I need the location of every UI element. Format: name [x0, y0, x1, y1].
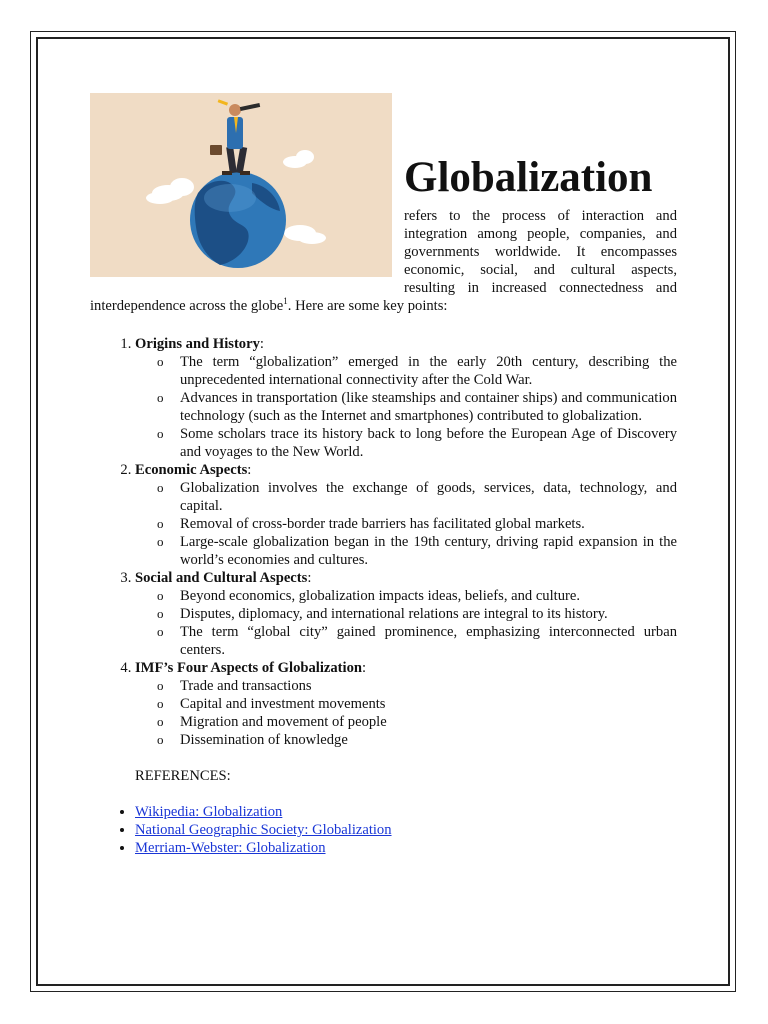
list-item: o Globalization involves the exchange of goods, services, data, technology, and capital. [157, 480, 677, 514]
circle-bullet-icon: o [157, 678, 164, 693]
circle-bullet-icon: o [157, 714, 164, 729]
list-item [135, 839, 677, 857]
references-heading: REFERENCES: [135, 768, 231, 784]
key-points-list [90, 335, 677, 749]
list-item: o The term “globalization” emerged in the early 20th century, describing the unprecedented international connectivity after the Cold War. [157, 354, 677, 388]
circle-bullet-icon: o [157, 426, 164, 441]
list-item: o Beyond economics, globalization impacts ideas, beliefs, and culture. [157, 588, 580, 604]
globe-explorer-image [90, 93, 392, 277]
list-item: o Advances in transportation (like steamships and container ships) and communication technology (such as the Internet and smartphones) contributed to globalization. [157, 390, 677, 424]
section-colon: : [247, 462, 252, 478]
section-economic [135, 461, 677, 569]
list-item: o Migration and movement of people [157, 714, 387, 730]
intro-tail: . Here are some key points: [287, 298, 448, 314]
reference-link-natgeo[interactable]: National Geographic Society: Globalization [135, 822, 392, 838]
reference-link-wikipedia[interactable]: Wikipedia: Globalization [135, 804, 283, 820]
section-points [135, 587, 677, 659]
circle-bullet-icon: o [157, 588, 164, 603]
section-origins [135, 335, 677, 461]
section-imf-aspects [135, 659, 677, 749]
list-item: o Disputes, diplomacy, and international relations are integral to its history. [157, 606, 608, 622]
list-item: o Large-scale globalization began in the 19th century, driving rapid expansion in the world’s economies and cultures. [157, 534, 677, 568]
section-heading: Origins and History [135, 336, 260, 352]
circle-bullet-icon: o [157, 534, 164, 549]
circle-bullet-icon: o [157, 624, 164, 639]
references-list [90, 803, 677, 857]
section-heading: Economic Aspects [135, 462, 248, 478]
circle-bullet-icon: o [157, 390, 164, 405]
section-points [135, 479, 677, 569]
section-colon: : [259, 336, 264, 352]
circle-bullet-icon: o [157, 516, 164, 531]
list-item [135, 803, 677, 821]
circle-bullet-icon: o [157, 480, 164, 495]
list-item: o Trade and transactions [157, 678, 312, 694]
document-body [90, 93, 677, 857]
section-points [135, 677, 677, 749]
section-heading: Social and Cultural Aspects [135, 570, 308, 586]
list-item: o Removal of cross-border trade barriers has facilitated global markets. [157, 516, 585, 532]
list-item: o Capital and investment movements [157, 696, 386, 712]
list-item: o The term “global city” gained prominence, emphasizing interconnected urban centers. [157, 624, 677, 658]
circle-bullet-icon: o [157, 732, 164, 747]
list-item: o Dissemination of knowledge [157, 732, 348, 748]
section-heading: IMF’s Four Aspects of Globalization [135, 660, 363, 676]
footnote-marker: 1 [283, 296, 288, 307]
circle-bullet-icon: o [157, 696, 164, 711]
reference-link-merriam-webster[interactable]: Merriam-Webster: Globalization [135, 840, 326, 856]
section-colon: : [307, 570, 312, 586]
list-item: o Some scholars trace its history back to long before the European Age of Discovery and voyages to the New World. [157, 426, 677, 460]
intro-text: refers to the process of interaction and integration among people, companies, and governments worldwide. It encompasses economic, social, and cultural aspects, resulting in increased connectedness and interdependence across the globe [90, 208, 677, 314]
globalization-illustration [90, 93, 392, 277]
circle-bullet-icon: o [157, 354, 164, 369]
list-item [135, 821, 677, 839]
section-points [135, 353, 677, 461]
section-colon: : [362, 660, 367, 676]
section-social-cultural [135, 569, 677, 659]
document-title: Globalization [404, 154, 653, 201]
circle-bullet-icon: o [157, 606, 164, 621]
